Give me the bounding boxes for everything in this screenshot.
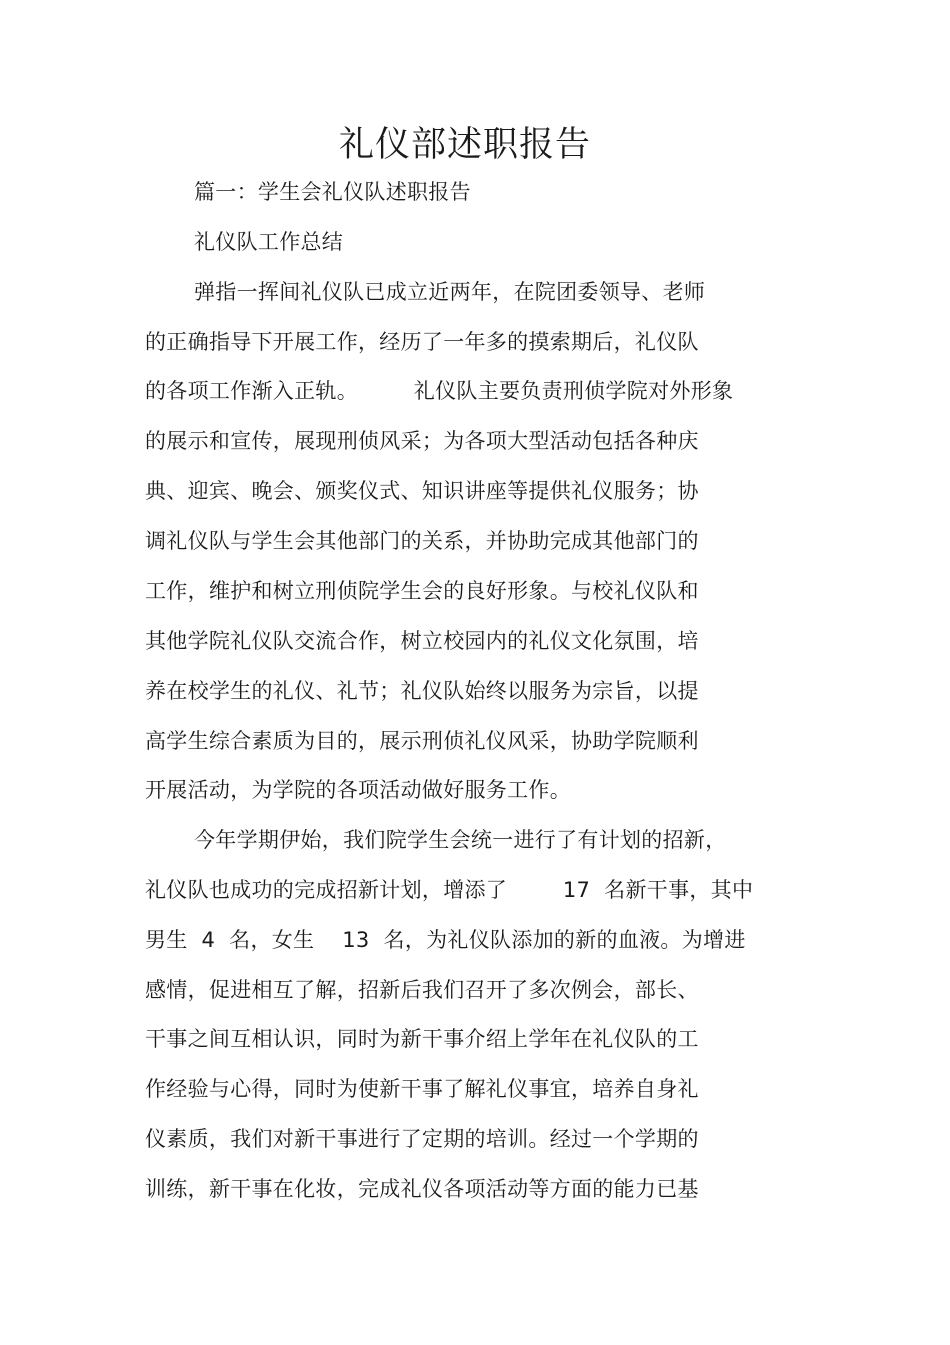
paragraph-line: 男生 4 名，女生 13 名，为礼仪队添加的新的血液。为增进 bbox=[145, 928, 746, 952]
document-title: 礼仪部述职报告 bbox=[338, 125, 591, 165]
paragraph-line: 高学生综合素质为目的，展示刑侦礼仪风采，协助学院顺利 bbox=[145, 729, 699, 753]
paragraph-line: 的正确指导下开展工作，经历了一年多的摸索期后，礼仪队 bbox=[145, 330, 699, 354]
paragraph-line: 弹指一挥间礼仪队已成立近两年，在院团委领导、老师 bbox=[194, 280, 706, 304]
paragraph-line: 今年学期伊始，我们院学生会统一进行了有计划的招新， bbox=[194, 828, 727, 852]
paragraph-line: 作经验与心得，同时为使新干事了解礼仪事宜，培养自身礼 bbox=[145, 1077, 699, 1101]
section-heading: 篇一：学生会礼仪队述职报告 bbox=[194, 180, 471, 204]
paragraph-line: 开展活动，为学院的各项活动做好服务工作。 bbox=[145, 778, 571, 802]
paragraph-line: 训练，新干事在化妆，完成礼仪各项活动等方面的能力已基 bbox=[145, 1177, 699, 1201]
paragraph-line: 典、迎宾、晚会、颁奖仪式、知识讲座等提供礼仪服务；协 bbox=[145, 479, 699, 503]
paragraph-line: 礼仪队也成功的完成招新计划，增添了 17 名新干事，其中 bbox=[145, 878, 754, 902]
paragraph-line: 干事之间互相认识，同时为新干事介绍上学年在礼仪队的工 bbox=[145, 1027, 699, 1051]
paragraph-line: 的各项工作渐入正轨。 礼仪队主要负责刑侦学院对外形象 bbox=[145, 379, 734, 403]
paragraph-line: 养在校学生的礼仪、礼节；礼仪队始终以服务为宗旨，以提 bbox=[145, 679, 699, 703]
paragraph-line: 调礼仪队与学生会其他部门的关系，并协助完成其他部门的 bbox=[145, 529, 699, 553]
paragraph-line: 工作，维护和树立刑侦院学生会的良好形象。与校礼仪队和 bbox=[145, 579, 699, 603]
paragraph-line: 的展示和宣传，展现刑侦风采；为各项大型活动包括各种庆 bbox=[145, 429, 699, 453]
paragraph-line: 仪素质，我们对新干事进行了定期的培训。经过一个学期的 bbox=[145, 1127, 699, 1151]
paragraph-line: 其他学院礼仪队交流合作，树立校园内的礼仪文化氛围，培 bbox=[145, 629, 699, 653]
subsection-heading: 礼仪队工作总结 bbox=[194, 230, 344, 254]
paragraph-line: 感情，促进相互了解，招新后我们召开了多次例会，部长、 bbox=[145, 978, 699, 1002]
